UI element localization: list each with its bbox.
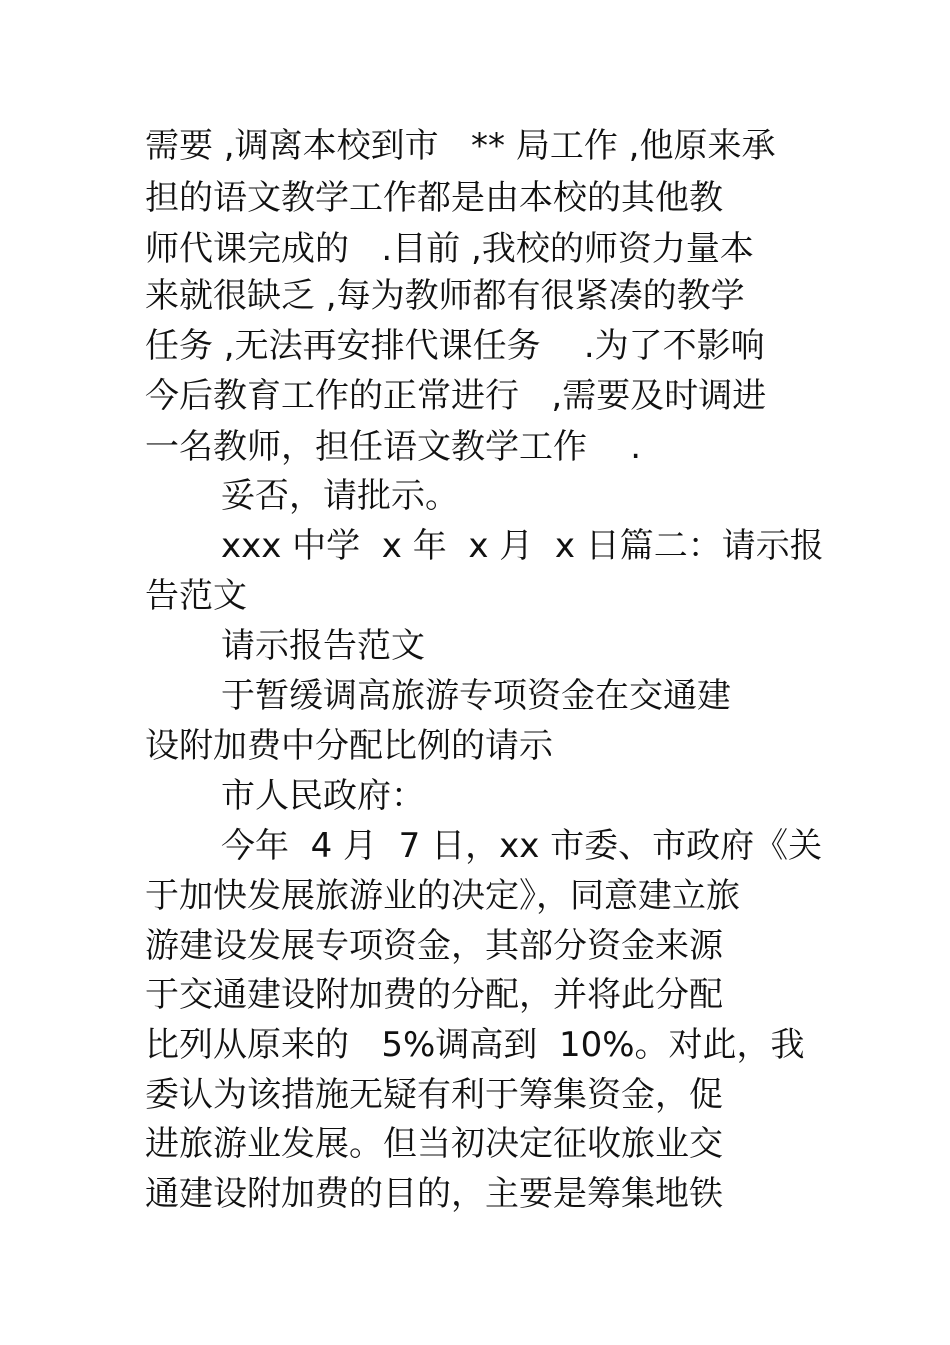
text-line: 市人民政府： <box>221 776 425 816</box>
text-line: 于暂缓调高旅游专项资金在交通建 <box>221 676 731 716</box>
text-line: 今年 4 月 7 日，xx 市委、市政府《关 <box>221 826 823 866</box>
text-line: 通建设附加费的目的，主要是筹集地铁 <box>145 1174 723 1214</box>
text-line: 来就很缺乏 ,每为教师都有很紧凑的教学 <box>145 276 745 316</box>
text-line: 师代课完成的 .目前 ,我校的师资力量本 <box>145 229 754 269</box>
text-line: 需要 ,调离本校到市 ** 局工作 ,他原来承 <box>145 126 776 166</box>
text-line: 委认为该措施无疑有利于筹集资金，促 <box>145 1075 723 1115</box>
text-line: 请示报告范文 <box>221 626 425 666</box>
text-line: 于加快发展旅游业的决定》，同意建立旅 <box>145 876 740 916</box>
text-line: 一名教师，担任语文教学工作 . <box>145 427 642 467</box>
text-line: xxx 中学 x 年 x 月 x 日篇二：请示报 <box>221 526 824 566</box>
text-line: 比列从原来的 5%调高到 10%。对此，我 <box>145 1025 805 1065</box>
text-line: 设附加费中分配比例的请示 <box>145 726 553 766</box>
text-line: 于交通建设附加费的分配，并将此分配 <box>145 975 723 1015</box>
text-line: 今后教育工作的正常进行 ,需要及时调进 <box>145 376 767 416</box>
text-line: 担的语文教学工作都是由本校的其他教 <box>145 178 723 218</box>
text-line: 妥否，请批示。 <box>221 476 459 516</box>
text-line: 进旅游业发展。但当初决定征收旅业交 <box>145 1124 723 1164</box>
text-line: 任务 ,无法再安排代课任务 .为了不影响 <box>145 326 765 366</box>
text-line: 告范文 <box>145 576 247 616</box>
text-line: 游建设发展专项资金，其部分资金来源 <box>145 926 723 966</box>
